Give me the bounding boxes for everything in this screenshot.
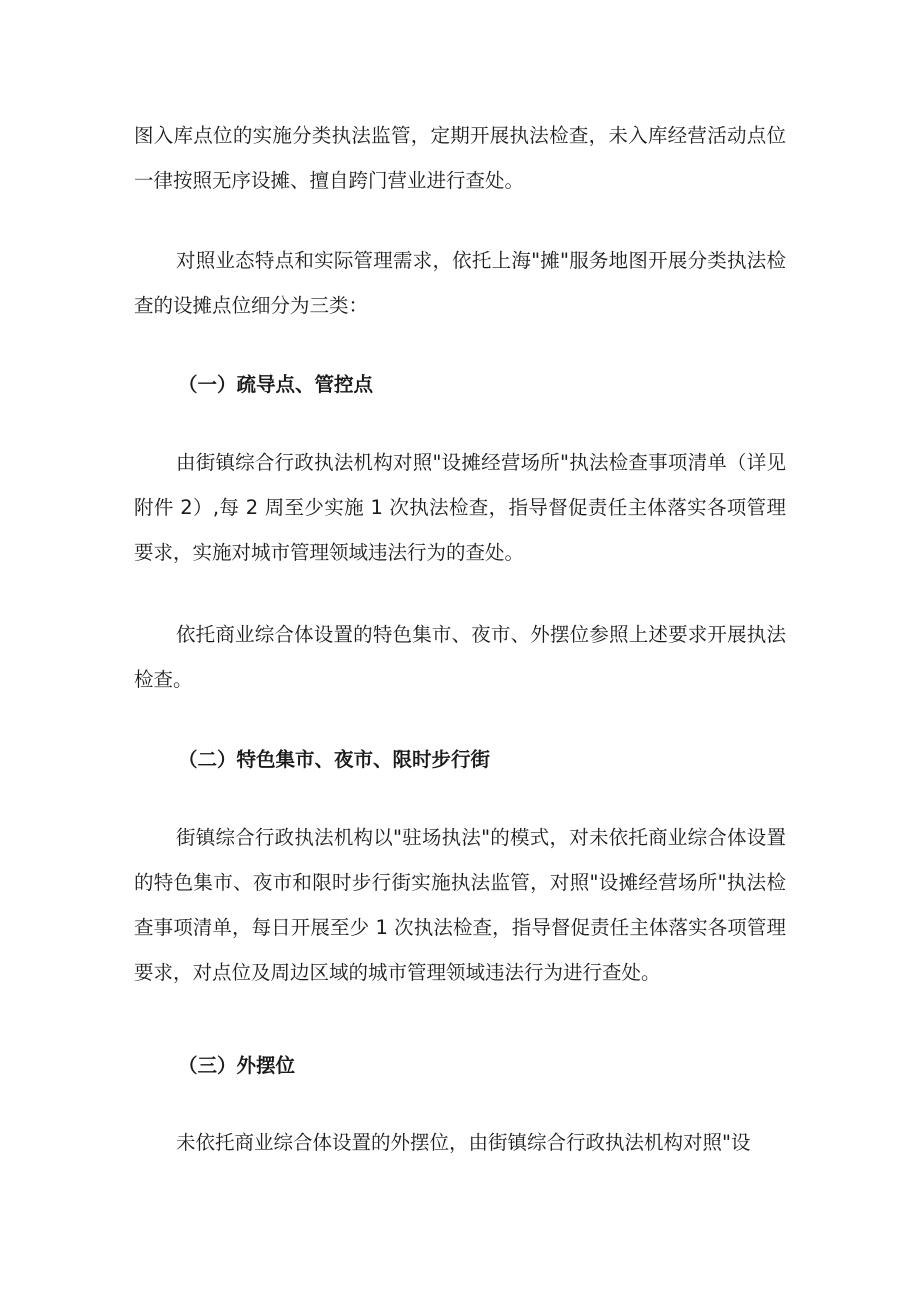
paragraph-commercial-complex: 依托商业综合体设置的特色集市、夜市、外摆位参照上述要求开展执法检查。 — [134, 623, 786, 691]
paragraph-guidance-points: 由街镇综合行政执法机构对照"设摊经营场所"执法检查事项清单（详见附件 2）,每 2 周至少实施 1 次执法检查，指导督促责任主体落实各项管理要求，实施对城市管理领域违法行为的查处。 — [134, 451, 786, 564]
section-heading-2: （二）特色集市、夜市、限时步行街 — [178, 748, 491, 771]
paragraph-markets-enforcement: 街镇综合行政执法机构以"驻场执法"的模式，对未依托商业综合体设置的特色集市、夜市和限时步行街实施执法监管，对照"设摊经营场所"执法检查事项清单，每日开展至少 1 次执法检查，指导督促责任主体落实各项管理要求，对点位及周边区域的城市管理领域违法行为进行查处。 — [134, 826, 786, 984]
section-heading-1: （一）疏导点、管控点 — [178, 373, 374, 396]
section-heading-3: （三）外摆位 — [178, 1054, 296, 1077]
paragraph-classification-intro: 对照业态特点和实际管理需求，依托上海"摊"服务地图开展分类执法检查的设摊点位细分为三类： — [134, 249, 786, 317]
paragraph-continuation: 图入库点位的实施分类执法监管，定期开展执法检查，未入库经营活动点位一律按照无序设摊、擅自跨门营业进行查处。 — [134, 124, 786, 192]
paragraph-outdoor-stalls: 未依托商业综合体设置的外摆位，由街镇综合行政执法机构对照"设 — [176, 1131, 751, 1154]
